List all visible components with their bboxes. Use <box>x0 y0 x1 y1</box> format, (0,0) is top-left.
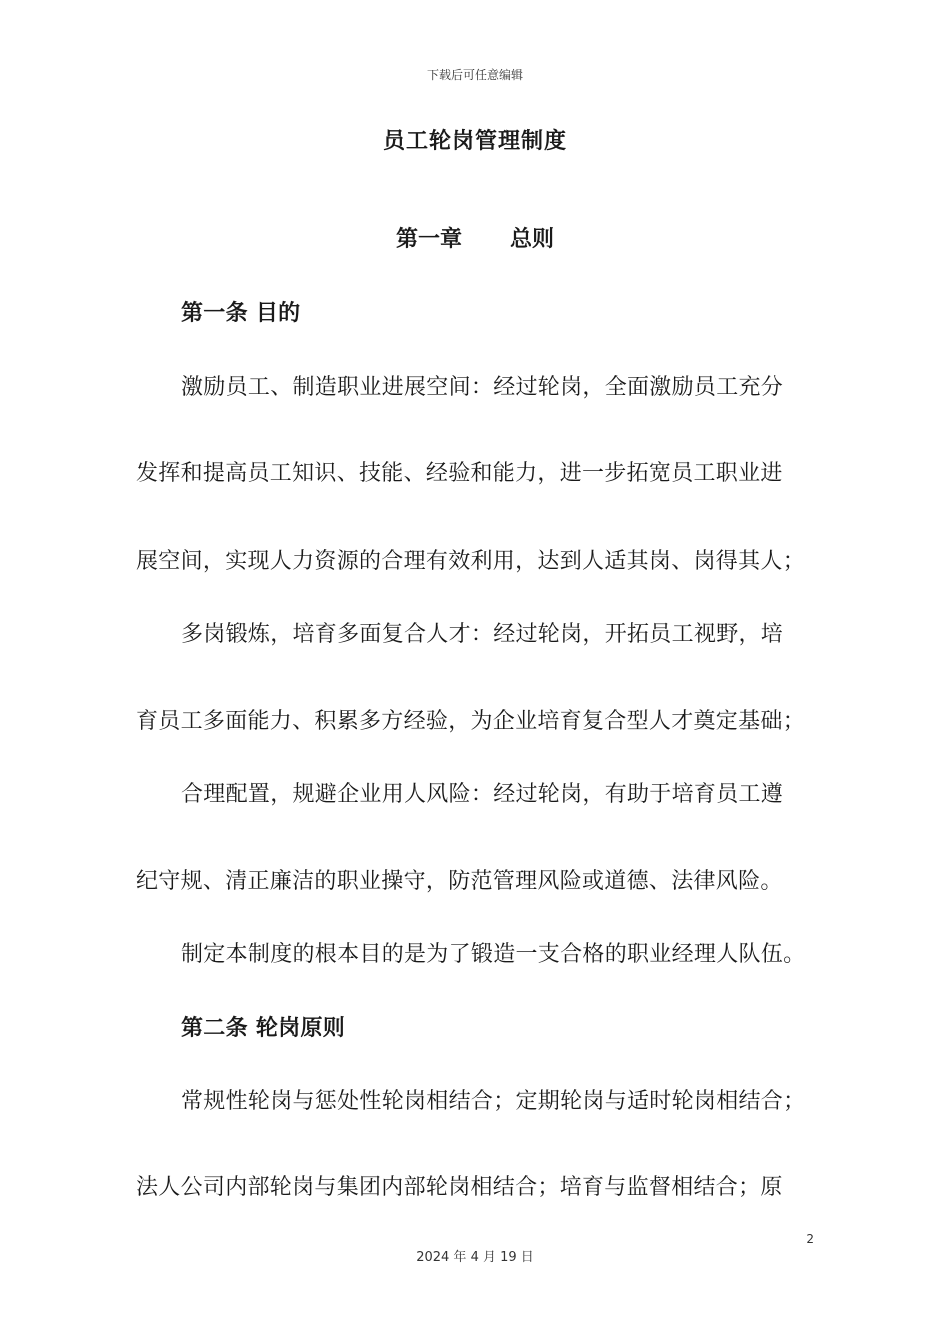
article-1-heading: 第一条 目的 <box>181 301 301 326</box>
paragraph-line: 展空间，实现人力资源的合理有效利用，达到人适其岗、岗得其人； <box>136 549 806 574</box>
header-note: 下载后可任意编辑 <box>426 68 523 82</box>
paragraph-line: 制定本制度的根本目的是为了锻造一支合格的职业经理人队伍。 <box>181 942 806 967</box>
paragraph-line: 纪守规、清正廉洁的职业操守，防范管理风险或道德、法律风险。 <box>136 869 783 894</box>
paragraph-line: 常规性轮岗与惩处性轮岗相结合；定期轮岗与适时轮岗相结合； <box>181 1089 806 1114</box>
page-number: 2 <box>806 1232 814 1246</box>
paragraph-line: 激励员工、制造职业进展空间：经过轮岗，全面激励员工充分 <box>181 375 784 400</box>
chapter-number: 第一章 <box>395 227 462 252</box>
document-title: 员工轮岗管理制度 <box>382 129 567 154</box>
paragraph-line: 合理配置，规避企业用人风险：经过轮岗，有助于培育员工遵 <box>181 782 784 807</box>
paragraph-line: 育员工多面能力、积累多方经验，为企业培育复合型人才奠定基础； <box>136 709 806 734</box>
chapter-heading <box>0 222 950 253</box>
chapter-name: 总则 <box>510 227 555 252</box>
paragraph-line: 发挥和提高员工知识、技能、经验和能力，进一步拓宽员工职业进 <box>136 461 783 486</box>
article-2-heading: 第二条 轮岗原则 <box>181 1016 346 1041</box>
paragraph-line: 法人公司内部轮岗与集团内部轮岗相结合；培育与监督相结合；原 <box>136 1175 783 1200</box>
paragraph-line: 多岗锻炼，培育多面复合人才：经过轮岗，开拓员工视野，培 <box>181 622 784 647</box>
footer-date: 2024 年 4 月 19 日 <box>416 1250 534 1265</box>
